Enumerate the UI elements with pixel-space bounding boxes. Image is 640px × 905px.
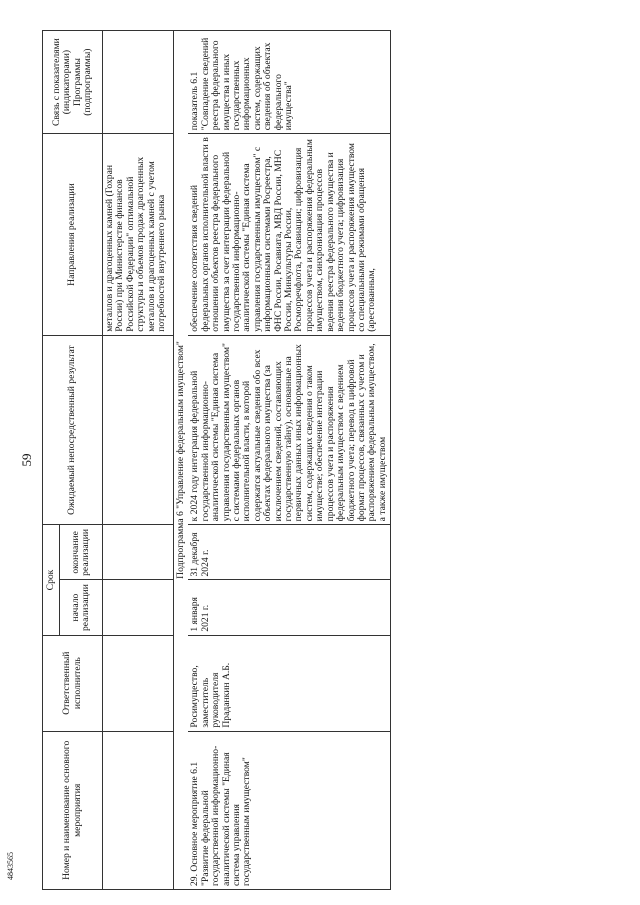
table-header-row — [43, 31, 60, 890]
executor: Росимущество, заместитель руководителя Праданкин А.Б. — [188, 635, 390, 731]
header-executor: Ответственный исполнитель — [43, 635, 103, 731]
row-number: 29. — [189, 874, 201, 886]
header-end: окончание реализации — [60, 525, 103, 580]
rotated-page — [19, 30, 388, 890]
continuation-row — [103, 31, 174, 890]
indicator-link: показатель 6.1 "Совпадение сведений реестра федерального имущества и иных государственных информационных систем, содержащих сведения об объектах федерального имущества" — [188, 31, 390, 134]
subprogram-title: Подпрограмма 6 "Управление федеральным имуществом" — [174, 31, 189, 890]
measures-table — [42, 30, 391, 890]
header-result: Ожидаемый непосредственный результат — [43, 335, 103, 525]
header-term: Срок — [43, 525, 60, 635]
implementation-directions: обеспечение соответствия сведений федеральных органов исполнительной власти в отношении объектов реестра федерального имущества за счет интеграции федеральной государственной информационно-аналитической системы "Единая система управления государственным имуществом" с информационными системами Росреестра, ФНС России, Росавиата, МВД России, МНС России, Минкультуры России, Росморречфлота, Росавиации; цифровизация процессов учета и распоряжения федеральным имуществом, синхронизация процессов ведения реестра федерального имущества и ведения бюджетного учета; цифровизация процессов учета и распоряжения имуществом со специальными режимами обращения (арестованным, — [188, 134, 390, 336]
table-row — [188, 31, 390, 890]
header-measure: Номер и наименование основного мероприятия — [43, 731, 103, 889]
subprogram-row — [174, 31, 189, 890]
end-date: 31 декабря 2024 г. — [188, 525, 390, 580]
header-directions: Направления реализации — [43, 134, 103, 336]
document-id: 4843565 — [6, 852, 15, 880]
header-indicators: Связь с показателями (индикаторами) Программы (подпрограммы) — [43, 31, 103, 134]
header-start: начало реализации — [60, 580, 103, 635]
measure-name: Основное мероприятие 6.1 "Развитие федеральной государственной информационно-аналитической системы "Единая система управления государственным имуществом" — [189, 745, 253, 886]
continuation-text: металлов и драгоценных камней (Гохран России) при Министерстве финансов Российской Федерации" оптимальной структуры и объемов продаж драгоценных металлов и драгоценных камней с учетом потребностей внутреннего рынка — [103, 134, 174, 336]
page-number: 59 — [19, 453, 34, 467]
start-date: 1 января 2021 г. — [188, 580, 390, 635]
expected-result: к 2024 году интеграция федеральной государственной информационно-аналитической системы "Единая система управления государственным имуществом" с системами федеральных органов исполнительной власти, в которой содержатся актуальные сведения обо всех объектах федерального имущества (за исключением сведений, составляющих государственную тайну), основанные на первичных данных иных информационных систем, содержащих сведения о таком имуществе; обеспечение интеграции процессов учета и распоряжения федеральным имуществом с ведением бюджетного учета; перевод в цифровой формат процессов, связанных с учетом и распоряжением федеральным имуществом, а также имуществом — [188, 335, 390, 525]
